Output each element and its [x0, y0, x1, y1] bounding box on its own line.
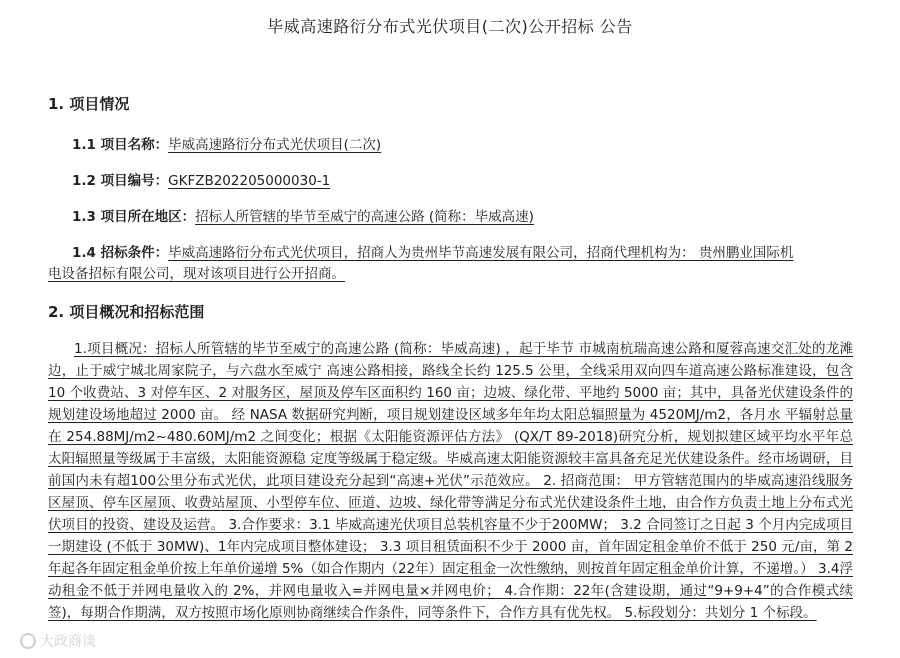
watermark-text: 大政商谈 — [40, 634, 96, 650]
field-project-region — [72, 205, 534, 225]
field-project-name — [72, 133, 381, 153]
field-label: 1.1 项目名称： — [72, 137, 169, 153]
overview-text: 1.项目概况：招标人所管辖的毕节至威宁的高速公路 (简称：毕威高速) ，起于毕节 市城南杭瑞高速公路和厦蓉高速交汇处的龙滩边，止于威宁城北周家院子，与六盘水至威宁 高速公路相接，路线全长约 125.5 公里，全线采用双向四车道高速公路标准建设，包含 10 个收费站、3 对停车区、2 对服务区，屋顶及停车区面积约 160 亩；边坡、绿化带、平地约 5000 亩；其中，具备光伏建设条件的规划建设场地超过 2000 亩。 经 NASA 数据研究判断，项目规划建设区域多年年均太阳总辐照量为 4520MJ/m2，各月水 平辐射总量在 254.88MJ/m2~480.60MJ/m2 之间变化；根据《太阳能资源评估方法》 (QX/T 89-2018)研究分析，规划拟建区域平均水平年总太阳辐照量等级属于丰富级，太阳能资源稳 定度等级属于稳定级。毕威高速太阳能资源较丰富具备充足光伏建设条件。经市场调研，目前国内未有超100公里分布式光伏，此项目建设充分起到“高速+光伏”示范效应。 2. 招商范围： 甲方管辖范围内的毕威高速沿线服务区屋顶、停车区屋顶、收费站屋顶、小型停车位、匝道、边坡、绿化带等满足分布式光伏建设条件土地，由合作方负责土地上分布式光伏项目的投资、建设及运营。 3.合作要求：3.1 毕威高速光伏项目总装机容量不少于200MW； 3.2 合同签订之日起 3 个月内完成项目一期建设 (不低于 30MW)、1年内完成项目整体建设； 3.3 项目租赁面积不少于 2000 亩，首年固定租金单价不低于 250 元/亩，第 2 年起各年固定租金单价按上年单价递增 5%（如合作期内（22年）固定租金一次性缴纳，则按首年固定租金单价计算，不递增。） 3.4浮动租金不低于并网电量收入的 2%，并网电量收入=并网电量×并网电价； 4.合作期：22年(含建设期，通过“9+9+4”的合作模式续签)，每期合作期满，双方按照市场化原则协商继续合作条件，同等条件下，合作方具有优先权。 5.标段划分：共划分 1 个标段。 — [48, 341, 853, 621]
section-heading-project-info: 1. 项目情况 — [48, 95, 130, 113]
field-label: 1.4 招标条件： — [72, 245, 169, 261]
field-project-number — [72, 169, 330, 189]
field-bidding-conditions — [72, 241, 793, 261]
field-value: 毕威高速路衍分布式光伏项目(二次) — [168, 137, 382, 153]
field-label: 1.3 项目所在地区： — [72, 209, 196, 225]
watermark-logo-icon — [20, 633, 36, 649]
overview-paragraph — [48, 338, 853, 624]
field-label: 1.2 项目编号： — [72, 173, 169, 189]
section-heading-overview: 2. 项目概况和招标范围 — [48, 303, 205, 321]
field-value: GKFZB202205000030-1 — [168, 173, 331, 189]
page-title: 毕威高速路衍分布式光伏项目(二次)公开招标 公告 — [267, 17, 633, 36]
watermark — [20, 631, 96, 651]
field-bidding-conditions-cont — [48, 262, 345, 282]
field-value: 招标人所管辖的毕节至威宁的高速公路 (简称：毕威高速) — [195, 209, 534, 225]
field-value: 毕威高速路衍分布式光伏项目，招商人为贵州毕节高速发展有限公司，招商代理机构为： 贵州鹏业国际机 — [168, 245, 794, 261]
field-value: 电设备招标有限公司，现对该项目进行公开招商。 — [48, 266, 345, 282]
